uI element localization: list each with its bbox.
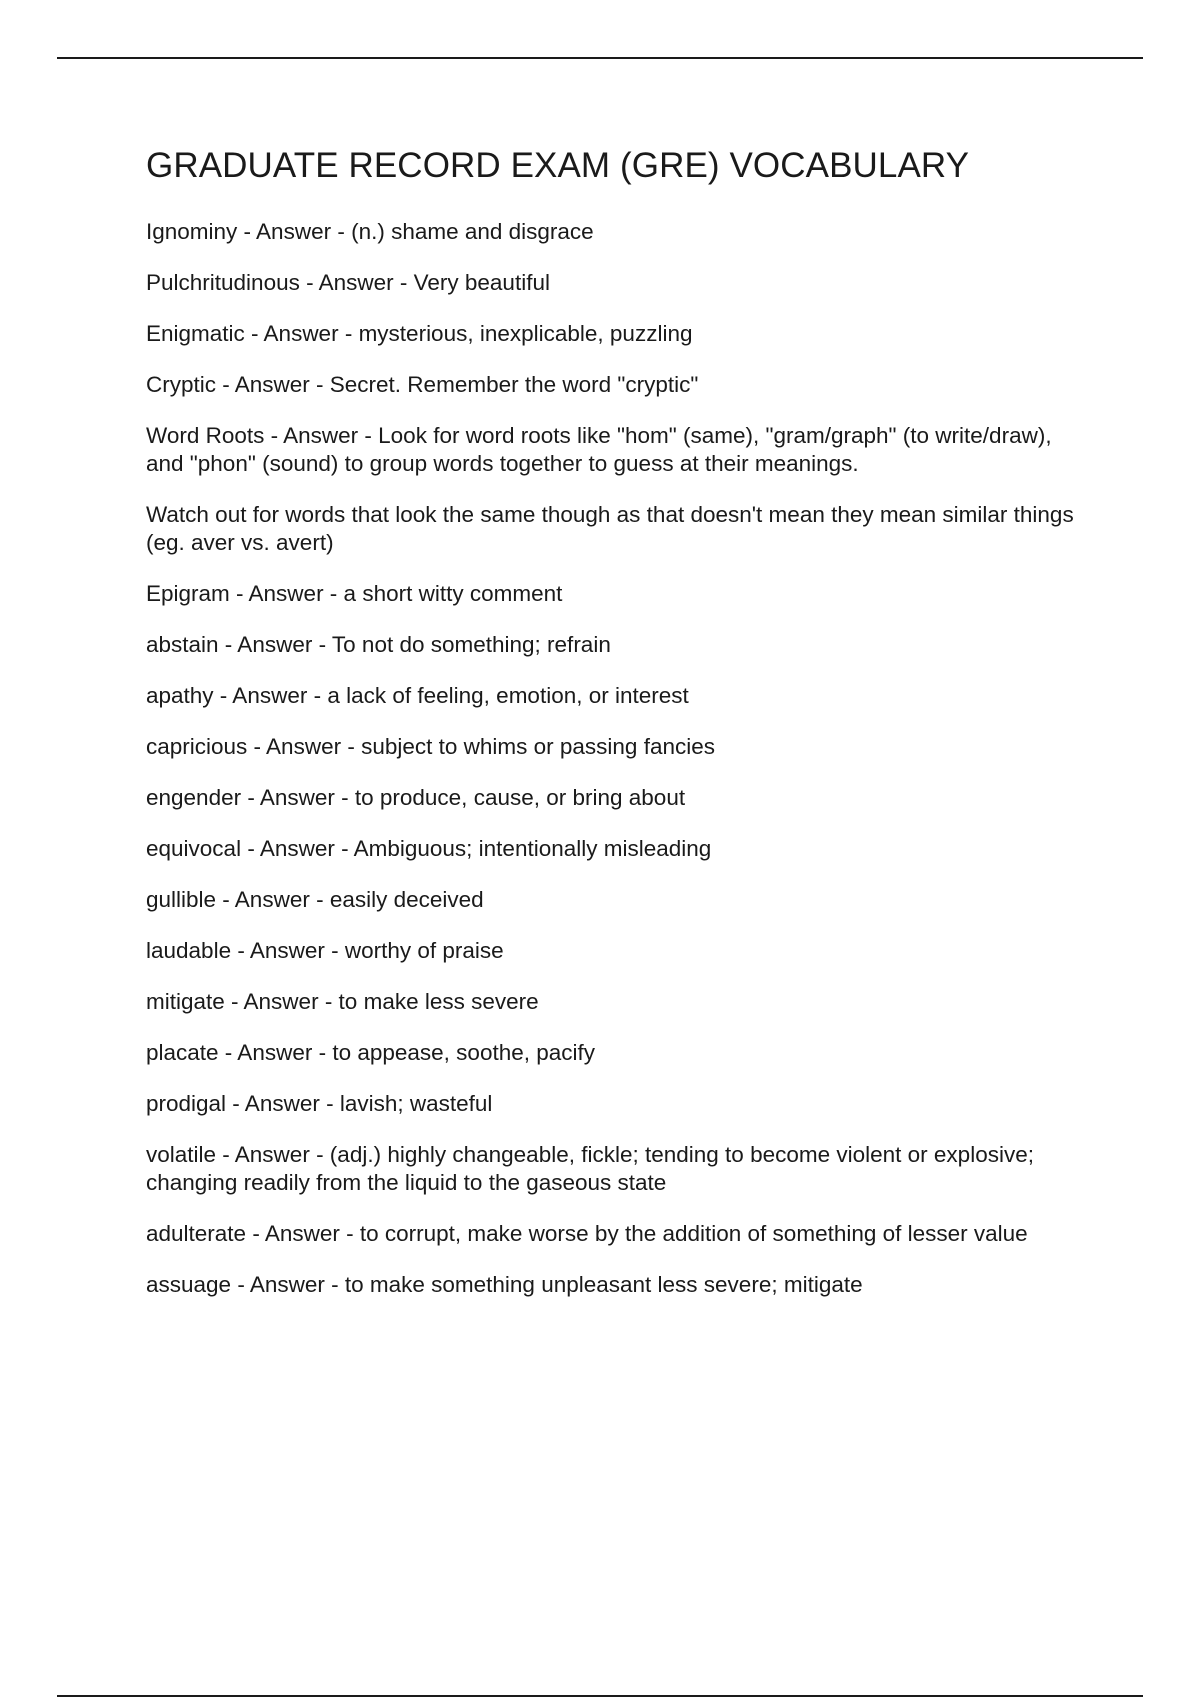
vocab-entry: equivocal - Answer - Ambiguous; intentionally misleading	[146, 836, 712, 861]
vocab-entry: abstain - Answer - To not do something; refrain	[146, 632, 611, 657]
vocab-entry: adulterate - Answer - to corrupt, make worse by the addition of something of lesser value	[146, 1221, 1028, 1246]
vocab-entry: Pulchritudinous - Answer - Very beautiful	[146, 270, 550, 295]
vocab-note: Watch out for words that look the same though as that doesn't mean they mean similar things (eg. aver vs. avert)	[146, 502, 1074, 555]
document-body	[146, 140, 1086, 1322]
vocab-entry: mitigate - Answer - to make less severe	[146, 989, 539, 1014]
vocab-entry: Cryptic - Answer - Secret. Remember the word "cryptic"	[146, 372, 699, 397]
top-divider	[57, 57, 1143, 59]
vocab-entry: Enigmatic - Answer - mysterious, inexplicable, puzzling	[146, 321, 693, 346]
vocab-entry: prodigal - Answer - lavish; wasteful	[146, 1091, 493, 1116]
vocab-entry: apathy - Answer - a lack of feeling, emotion, or interest	[146, 683, 689, 708]
bottom-divider	[57, 1695, 1143, 1697]
vocab-entry: Epigram - Answer - a short witty comment	[146, 581, 563, 606]
vocab-entry: gullible - Answer - easily deceived	[146, 887, 484, 912]
vocab-entry: engender - Answer - to produce, cause, or bring about	[146, 785, 686, 810]
vocab-entry: placate - Answer - to appease, soothe, pacify	[146, 1040, 596, 1065]
page-title: GRADUATE RECORD EXAM (GRE) VOCABULARY	[146, 146, 970, 185]
vocab-entry: Ignominy - Answer - (n.) shame and disgrace	[146, 219, 594, 244]
vocab-entry: Word Roots - Answer - Look for word roots like "hom" (same), "gram/graph" (to write/draw), and "phon" (sound) to group words together to guess at their meanings.	[146, 423, 1052, 476]
vocab-entry: assuage - Answer - to make something unpleasant less severe; mitigate	[146, 1272, 863, 1297]
vocab-entry: capricious - Answer - subject to whims or passing fancies	[146, 734, 715, 759]
vocab-entry: volatile - Answer - (adj.) highly changeable, fickle; tending to become violent or explosive; changing readily from the liquid to the gaseous state	[146, 1142, 1034, 1195]
vocab-entry: laudable - Answer - worthy of praise	[146, 938, 504, 963]
